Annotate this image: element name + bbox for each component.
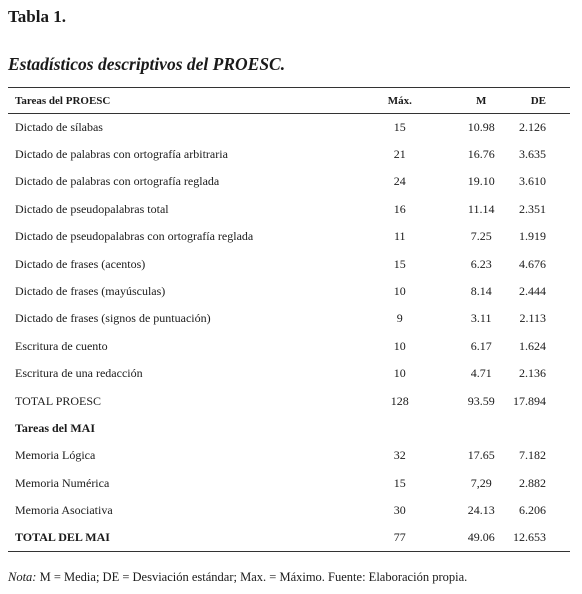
cell-sd: 3.635 — [519, 147, 546, 162]
cell-task: Dictado de palabras con ortografía arbitraria — [15, 147, 228, 162]
total-mai-row — [8, 524, 570, 551]
table-row — [8, 497, 570, 524]
cell-sd: 2.351 — [519, 201, 546, 216]
cell-sd: 7.182 — [519, 448, 546, 463]
cell-task: Dictado de frases (acentos) — [15, 256, 146, 271]
table-row — [8, 360, 570, 387]
table-row — [8, 470, 570, 497]
cell-mean: 3.11 — [470, 311, 492, 326]
cell-task: Dictado de pseudopalabras total — [15, 201, 169, 216]
cell-task: Dictado de sílabas — [15, 119, 103, 134]
total-proesc-row — [8, 387, 570, 414]
cell-mean: 11.14 — [467, 201, 495, 216]
cell-sd: 2.882 — [519, 475, 546, 490]
cell-task: Escritura de cuento — [15, 338, 108, 353]
cell-max: 16 — [393, 201, 406, 216]
cell-mean: 19.10 — [467, 174, 495, 189]
table-row — [8, 168, 570, 195]
cell-task: Memoria Lógica — [15, 448, 96, 463]
cell-task: Escritura de una redacción — [15, 366, 143, 381]
cell-sd: 2.444 — [519, 284, 546, 299]
section-row-mai — [8, 415, 570, 442]
cell-mean: 4.71 — [470, 366, 492, 381]
cell-max: 10 — [393, 366, 406, 381]
cell-sd: 2.126 — [519, 119, 546, 134]
cell-max: 32 — [393, 448, 406, 463]
cell-mean: 7.25 — [470, 229, 492, 244]
cell-max: 9 — [396, 311, 403, 326]
cell-mean: 6.23 — [470, 256, 492, 271]
cell-task: Dictado de pseudopalabras con ortografía reglada — [15, 229, 254, 244]
cell-mean: 49.06 — [449, 524, 513, 551]
cell-sd: 2.136 — [519, 366, 546, 381]
cell-max: 128 — [390, 393, 409, 408]
cell-max: 15 — [393, 475, 406, 490]
cell-sd: 4.676 — [519, 256, 546, 271]
table-row — [8, 141, 570, 168]
cell-task: TOTAL PROESC — [15, 393, 102, 408]
cell-max: 30 — [393, 503, 406, 518]
table-row — [8, 114, 570, 141]
cell-max: 24 — [393, 174, 406, 189]
cell-max: 21 — [393, 147, 406, 162]
cell-mean: 6.17 — [470, 338, 492, 353]
cell-mean: 10.98 — [467, 119, 495, 134]
cell-max: 15 — [393, 119, 406, 134]
header-sd: DE — [513, 88, 570, 114]
empty-cell — [350, 415, 449, 442]
table-header — [8, 88, 570, 114]
cell-task: Memoria Numérica — [15, 475, 110, 490]
table-row — [8, 305, 570, 332]
note-label: Nota: — [8, 570, 37, 584]
cell-sd: 1.624 — [519, 338, 546, 353]
table-label: Tabla 1. — [8, 7, 66, 26]
cell-mean: 7,29 — [470, 475, 492, 490]
cell-task: TOTAL DEL MAI — [8, 524, 350, 551]
descriptive-statistics-table — [8, 87, 570, 552]
table-row — [8, 278, 570, 305]
cell-sd: 3.610 — [519, 174, 546, 189]
table-note — [8, 570, 467, 585]
cell-mean: 93.59 — [467, 393, 495, 408]
empty-cell — [449, 415, 513, 442]
cell-mean: 8.14 — [470, 284, 492, 299]
cell-mean: 24.13 — [467, 503, 495, 518]
cell-sd: 17.894 — [513, 393, 546, 408]
cell-max: 10 — [393, 338, 406, 353]
cell-task: Memoria Asociativa — [15, 503, 113, 518]
header-max: Máx. — [350, 88, 449, 114]
cell-sd: 6.206 — [519, 503, 546, 518]
cell-sd: 2.113 — [519, 311, 546, 326]
cell-max: 10 — [393, 284, 406, 299]
cell-max: 11 — [394, 229, 406, 244]
empty-cell — [513, 415, 570, 442]
table-caption: Estadísticos descriptivos del PROESC. — [8, 54, 286, 74]
table-row — [8, 196, 570, 223]
header-task: Tareas del PROESC — [8, 88, 350, 114]
cell-task: Dictado de palabras con ortografía reglada — [15, 174, 220, 189]
header-mean: M — [449, 88, 513, 114]
header-row — [8, 88, 570, 114]
cell-mean: 17.65 — [467, 448, 495, 463]
cell-mean: 16.76 — [467, 147, 495, 162]
cell-task: Dictado de frases (mayúsculas) — [15, 284, 166, 299]
section-heading-mai: Tareas del MAI — [15, 420, 96, 435]
cell-max: 15 — [393, 256, 406, 271]
cell-sd: 1.919 — [519, 229, 546, 244]
table-row — [8, 223, 570, 250]
cell-max: 77 — [350, 524, 449, 551]
table-body — [8, 114, 570, 552]
table-row — [8, 250, 570, 277]
cell-task: Dictado de frases (signos de puntuación) — [15, 311, 211, 326]
table-row — [8, 442, 570, 469]
note-text: M = Media; DE = Desviación estándar; Max. = Máximo. Fuente: Elaboración propia. — [36, 570, 468, 584]
table-row — [8, 333, 570, 360]
cell-sd: 12.653 — [513, 524, 570, 551]
